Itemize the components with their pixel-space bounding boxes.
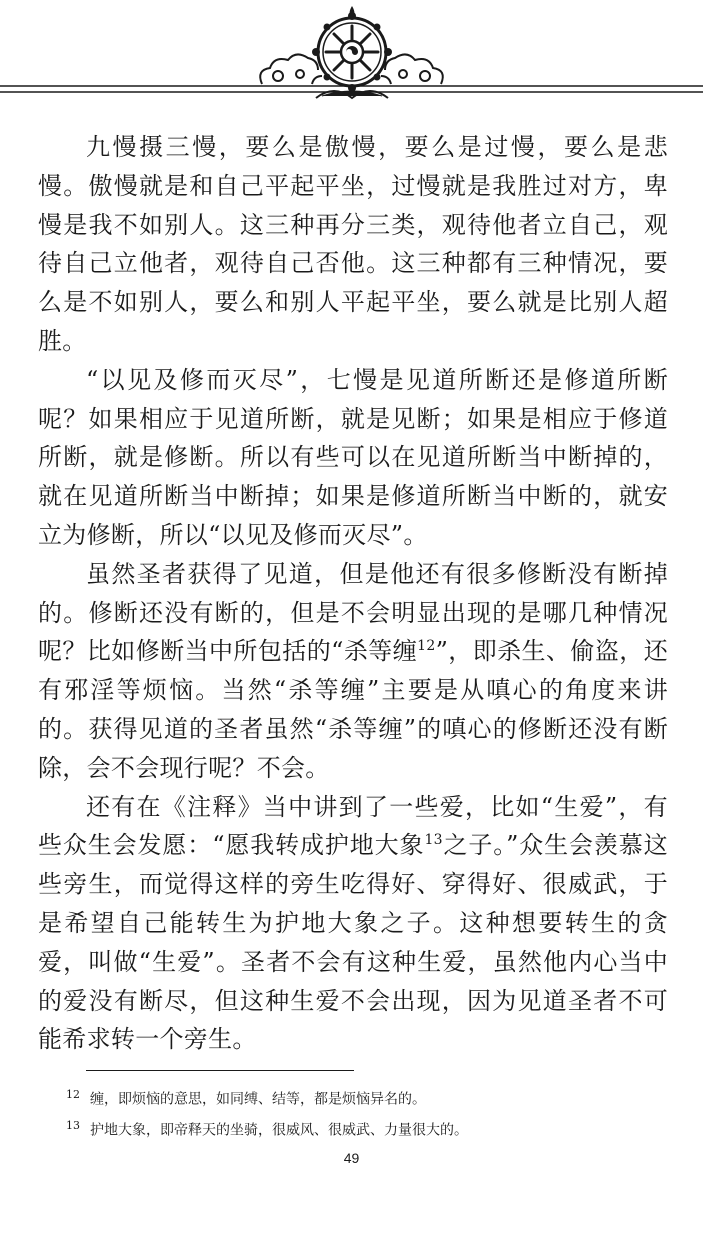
footnote-ref-13[interactable]: 13 (424, 832, 443, 849)
paragraph-1: 九慢摄三慢，要么是傲慢，要么是过慢，要么是悲慢。傲慢就是和自己平起平坐，过慢就是我胜过对方，卑慢是我不如别人。这三种再分三类，观待他者立自己，观待自己立他者，观待自己否他。这三种都有三种情况，要么是不如别人，要么和别人平起平坐，要么就是比别人超胜。 (38, 133, 668, 355)
dharma-wheel-icon (0, 0, 703, 105)
paragraph-4-text-a: 还有在《注释》当中讲到了一些爱，比如“生爱”，有些众生会发愿：“愿我转成护地大象 (38, 792, 668, 860)
body-text (38, 128, 668, 1059)
footnote-text: 缠，即烦恼的意思，如同缚、结等，都是烦恼异名的。 (90, 1091, 426, 1108)
paragraph-3-text-b: ”，即杀生、偷盗，还有邪淫等烦恼。当然“杀等缠”主要是从嗔心的角度来讲的。获得见道的圣者虽然“杀等缠”的嗔心的修断还没有断除，会不会现行呢？不会。 (38, 637, 668, 782)
footnote-ref-12[interactable]: 12 (417, 638, 436, 655)
footnote-13 (66, 1113, 666, 1144)
footnote-12 (66, 1082, 666, 1113)
paragraph-3-text-a: 虽然圣者获得了见道，但是他还有很多修断没有断掉的。修断还没有断的，但是不会明显出现的是哪几种情况呢？比如修断当中所包括的“杀等缠 (38, 559, 668, 666)
paragraph-3 (38, 555, 668, 788)
footnote-text: 护地大象，即帝释天的坐骑，很威风、很威武、力量很大的。 (90, 1122, 468, 1139)
page-number: 49 (343, 1150, 360, 1166)
footnote-divider (86, 1070, 354, 1071)
paragraph-2: “以见及修而灭尽”，七慢是见道所断还是修道所断呢？如果相应于见道所断，就是见断；如果是相应于修道所断，就是修断。所以有些可以在见道所断当中断掉的，就在见道所断当中断掉；如果是修道所断当中断的，就安立为修断，所以“以见及修而灭尽”。 (38, 365, 668, 549)
page-header-ornament (0, 0, 703, 105)
footnotes (66, 1082, 666, 1143)
footnote-number: 12 (66, 1088, 80, 1101)
paragraph-4-text-b: 之子。”众生会羡慕这些旁生，而觉得这样的旁生吃得好、穿得好、很威武，于是希望自己能转生为护地大象之子。这种想要转生的贪爱，叫做“生爱”。圣者不会有这种生爱，虽然他内心当中的爱没有断尽，但这种生爱不会出现，因为见道圣者不可能希求转一个旁生。 (38, 831, 668, 1054)
footnote-number: 13 (66, 1118, 80, 1132)
paragraph-4 (38, 788, 668, 1060)
